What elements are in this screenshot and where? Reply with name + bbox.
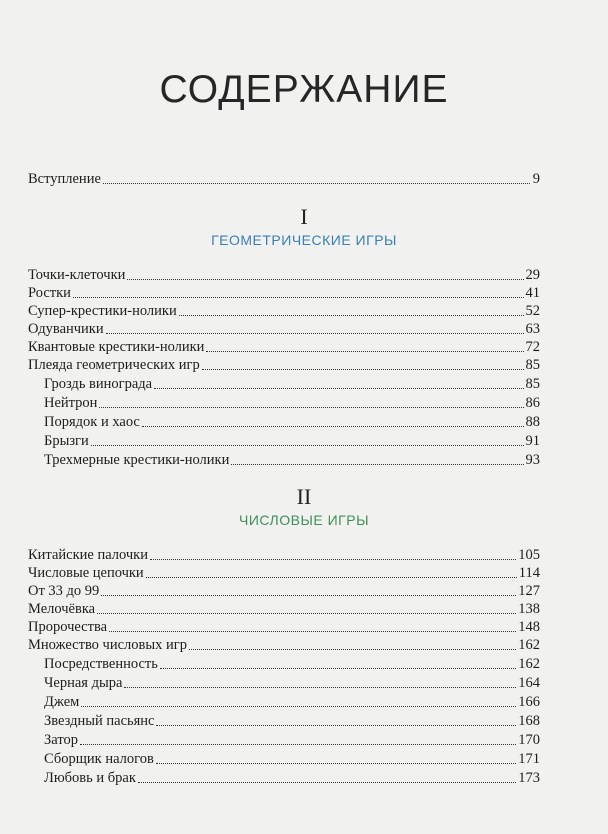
toc-entry-label: Квантовые крестики-нолики — [28, 339, 205, 355]
toc-subentry[interactable] — [44, 674, 540, 692]
toc-entry-label: Гроздь винограда — [44, 376, 153, 392]
toc-subentry[interactable] — [44, 432, 540, 450]
toc-entry-label: Нейтрон — [44, 395, 98, 411]
toc-entry[interactable] — [28, 302, 540, 320]
part-numeral: II — [296, 484, 312, 509]
dot-leader — [179, 314, 524, 316]
toc-entry-label: Мелочёвка — [28, 601, 96, 617]
toc-entry-page: 63 — [525, 321, 540, 337]
dot-leader — [109, 630, 516, 632]
dot-leader — [142, 425, 524, 427]
toc-entry-page: 91 — [525, 433, 540, 449]
toc-subentry[interactable] — [44, 394, 540, 412]
toc-entry-page: 138 — [518, 601, 540, 617]
toc-entry[interactable] — [28, 600, 540, 618]
toc-entry-page: 85 — [525, 357, 540, 373]
dot-leader — [146, 576, 517, 578]
toc-entry-label: Одуванчики — [28, 321, 104, 337]
toc-entry-label: Затор — [44, 732, 78, 748]
toc-entry-page: 114 — [518, 565, 540, 581]
toc-entry-page: 29 — [525, 267, 540, 283]
dot-leader — [101, 594, 516, 596]
toc-entry-page: 148 — [518, 619, 540, 635]
toc-subentry[interactable] — [44, 413, 540, 431]
toc-entry-label: Плеяда геометрических игр — [28, 357, 200, 373]
toc-entry-page: 105 — [518, 547, 540, 563]
dot-leader — [202, 368, 524, 370]
dot-leader — [189, 648, 516, 650]
part-title: ГЕОМЕТРИЧЕСКИЕ ИГРЫ — [211, 232, 397, 248]
toc-entry-label: Трехмерные крестики-нолики — [44, 452, 230, 468]
toc-entry[interactable] — [28, 618, 540, 636]
toc-entry[interactable] — [28, 266, 540, 284]
dot-leader — [97, 612, 516, 614]
dot-leader — [231, 463, 523, 465]
toc-entry-page: 86 — [525, 395, 540, 411]
page-title: СОДЕРЖАНИЕ — [159, 68, 449, 111]
dot-leader — [156, 762, 516, 764]
toc-entry-label: Джем — [44, 694, 80, 710]
toc-entry[interactable] — [28, 356, 540, 374]
toc-entry-page: 173 — [518, 770, 540, 786]
dot-leader — [91, 444, 524, 446]
part-title: ЧИСЛОВЫЕ ИГРЫ — [239, 512, 369, 528]
toc-entry-page: 164 — [518, 675, 540, 691]
toc-entry-label: Посредственность — [44, 656, 158, 672]
dot-leader — [99, 406, 523, 408]
toc-entry-page: 166 — [518, 694, 540, 710]
toc-entry-label: Брызги — [44, 433, 89, 449]
toc-subentry[interactable] — [44, 712, 540, 730]
dot-leader — [73, 296, 524, 298]
toc-subentry[interactable] — [44, 693, 540, 711]
dot-leader — [206, 350, 523, 352]
toc-entry-page: 168 — [518, 713, 540, 729]
toc-entry-label: Ростки — [28, 285, 71, 301]
toc-entry[interactable] — [28, 582, 540, 600]
toc-entry-page: 171 — [518, 751, 540, 767]
dot-leader — [127, 278, 523, 280]
toc-entry-label: Точки-клеточки — [28, 267, 126, 283]
toc-subentry[interactable] — [44, 655, 540, 673]
toc-entry-label: Супер-крестики-нолики — [28, 303, 177, 319]
part-numeral: I — [300, 204, 308, 229]
toc-subentry[interactable] — [44, 750, 540, 768]
toc-subentry[interactable] — [44, 451, 540, 469]
toc-entry-page: 170 — [518, 732, 540, 748]
dot-leader — [156, 724, 516, 726]
toc-entry-label: Множество числовых игр — [28, 637, 187, 653]
toc-entry-label: Вступление — [28, 171, 101, 187]
dot-leader — [124, 686, 516, 688]
toc-entry-page: 162 — [518, 656, 540, 672]
toc-entry-page: 93 — [525, 452, 540, 468]
toc-entry[interactable] — [28, 338, 540, 356]
toc-entry[interactable] — [28, 636, 540, 654]
dot-leader — [81, 705, 516, 707]
toc-entry-page: 52 — [525, 303, 540, 319]
dot-leader — [106, 332, 524, 334]
toc-entry-label: Любовь и брак — [44, 770, 136, 786]
toc-subentry[interactable] — [44, 375, 540, 393]
toc-entry-label: Пророчества — [28, 619, 108, 635]
toc-entry-page: 72 — [525, 339, 540, 355]
toc-entry-page: 41 — [525, 285, 540, 301]
toc-entry[interactable] — [28, 320, 540, 338]
toc-entry-page: 9 — [532, 171, 540, 187]
toc-entry-page: 127 — [518, 583, 540, 599]
toc-entry-label: Китайские палочки — [28, 547, 148, 563]
toc-entry-label: Звездный пасьянс — [44, 713, 155, 729]
toc-entry[interactable] — [28, 284, 540, 302]
toc-entry-label: Сборщик налогов — [44, 751, 154, 767]
toc-subentry[interactable] — [44, 731, 540, 749]
toc-entry-page: 88 — [525, 414, 540, 430]
toc-entry-page: 162 — [518, 637, 540, 653]
dot-leader — [138, 781, 516, 783]
toc-entry[interactable] — [28, 546, 540, 564]
toc-entry-label: Порядок и хаос — [44, 414, 140, 430]
toc-entry-label: От 33 до 99 — [28, 583, 100, 599]
dot-leader — [103, 182, 530, 184]
toc-entry-intro[interactable] — [28, 170, 540, 188]
toc-entry[interactable] — [28, 564, 540, 582]
toc-entry-label: Числовые цепочки — [28, 565, 144, 581]
toc-entry-page: 85 — [525, 376, 540, 392]
dot-leader — [80, 743, 516, 745]
toc-subentry[interactable] — [44, 769, 540, 787]
dot-leader — [154, 387, 523, 389]
dot-leader — [160, 667, 516, 669]
dot-leader — [150, 558, 516, 560]
toc-entry-label: Черная дыра — [44, 675, 123, 691]
